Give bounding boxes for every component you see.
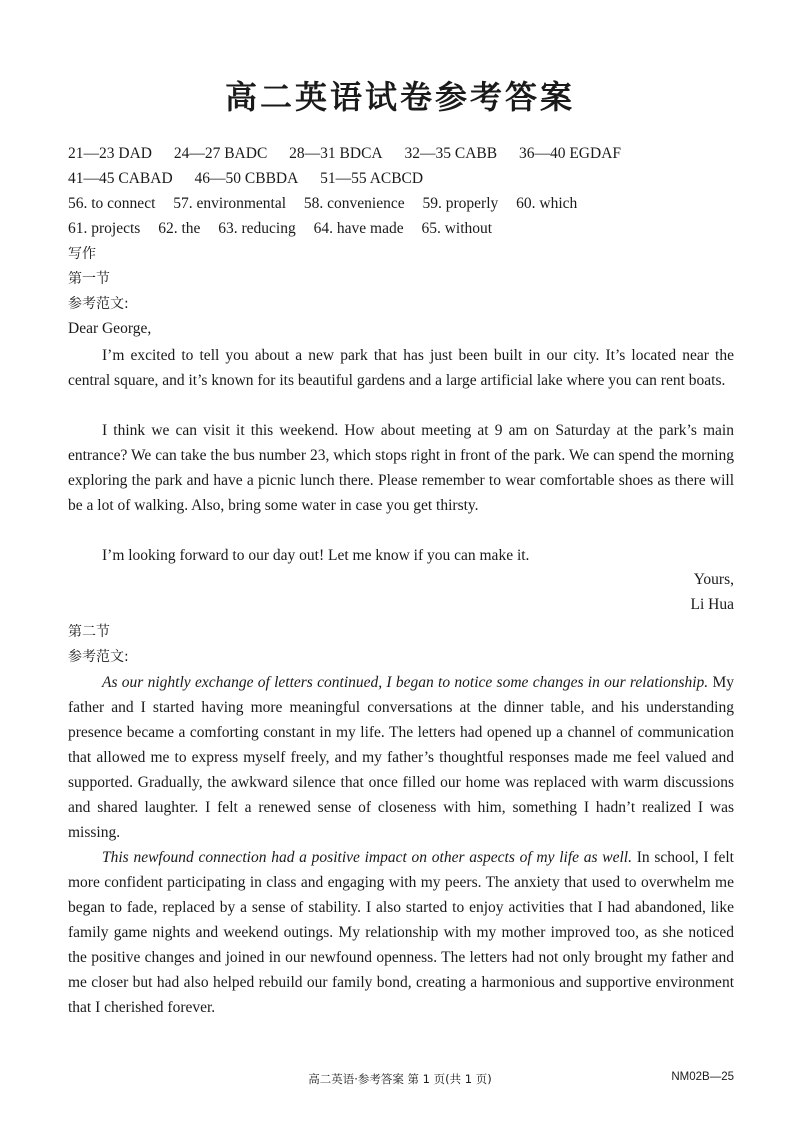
answer-group: 41—45 CABAD	[68, 170, 173, 187]
answer-item: 62. the	[158, 220, 201, 237]
essay-paragraph-2	[68, 845, 734, 1020]
section-1-sample-label: 参考范文:	[68, 296, 129, 312]
answers-row-4	[68, 217, 734, 241]
letter-greeting: Dear George,	[68, 320, 152, 337]
letter-paragraph-2: I think we can visit it this weekend. How about meeting at 9 am on Saturday at the park’s main entrance? We can take the bus number 23, which stops right in front of the park. We can spend the morning exploring the park and have a picnic lunch there. Please remember to wear comfortable shoes as there will be a lot of walking. Also, bring some water in case you get thirsty.	[68, 422, 734, 514]
footer-page-info: 高二英语·参考答案 第 1 页(共 1 页)	[308, 1072, 492, 1086]
essay-paragraph-1-body: My father and I started having more meaningful conversations at the dinner table, and his understanding presence became a comforting constant in my life. The letters had opened up a channel of communication that allowed me to express myself freely, and my father’s thoughtful responses made me feel valued and supported. Gradually, the awkward silence that once filled our home was replaced with warm discussions and shared laughter. I felt a renewed sense of closeness with him, something I hadn’t realized I was missing.	[68, 674, 734, 841]
letter-closing: Yours,	[693, 571, 734, 588]
answer-group: 24—27 BADC	[173, 145, 268, 162]
answer-item: 57. environmental	[173, 195, 287, 212]
footer-code: NM02B—25	[671, 1071, 734, 1083]
answer-group: 28—31 BDCA	[289, 145, 383, 162]
answer-item: 65. without	[421, 220, 493, 237]
letter-paragraph-1: I’m excited to tell you about a new park that has just been built in our city. It’s located near the central square, and it’s known for its beautiful gardens and a large artificial lake where you can rent boats.	[68, 347, 734, 389]
section-2-heading: 第二节	[68, 624, 110, 640]
answers-row-2	[68, 167, 734, 191]
answer-item: 64. have made	[313, 220, 404, 237]
essay-paragraph-1	[68, 670, 734, 845]
answers-row-1	[68, 142, 734, 166]
answer-item: 58. convenience	[303, 195, 405, 212]
answer-group: 32—35 CABB	[404, 145, 498, 162]
answer-item: 56. to connect	[68, 195, 156, 212]
writing-label: 写作	[68, 246, 96, 262]
answer-group: 36—40 EGDAF	[518, 145, 622, 162]
answer-group: 46—50 CBBDA	[194, 170, 299, 187]
section-1-heading: 第一节	[68, 271, 110, 287]
letter-paragraph-3: I’m looking forward to our day out! Let me know if you can make it.	[102, 547, 530, 564]
answer-item: 61. projects	[68, 220, 141, 237]
answer-group: 21—23 DAD	[68, 145, 152, 162]
page-title: 高二英语试卷参考答案	[224, 78, 575, 116]
essay-paragraph-2-lead: This newfound connection had a positive impact on other aspects of my life as well.	[102, 849, 632, 866]
answer-item: 59. properly	[422, 195, 499, 212]
answer-group: 51—55 ACBCD	[320, 170, 424, 187]
essay-paragraph-1-lead: As our nightly exchange of letters continued, I began to notice some changes in our relationship.	[102, 674, 709, 691]
section-2-sample-label: 参考范文:	[68, 649, 129, 665]
answer-item: 63. reducing	[218, 220, 296, 237]
letter-signature: Li Hua	[690, 596, 734, 613]
answer-item: 60. which	[516, 195, 578, 212]
essay-paragraph-2-body: In school, I felt more confident participating in class and engaging with my peers. The anxiety that used to overwhelm me began to fade, replaced by a sense of stability. I also started to enjoy activities that I had abandoned, like family game nights and weekend outings. My relationship with my mother improved too, as she noticed the positive changes and joined in our newfound openness. The letters had not only brought my father and me closer but had also helped rebuild our family bond, creating a harmonious and supportive environment that I cherished forever.	[68, 849, 734, 1016]
answers-row-3	[68, 192, 734, 216]
